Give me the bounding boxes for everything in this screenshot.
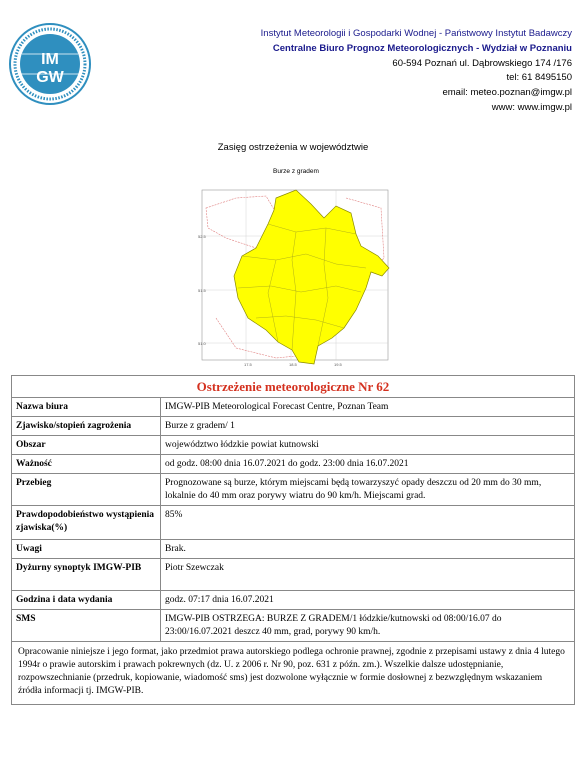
- row-label-synoptician: Dyżurny synoptyk IMGW-PIB: [12, 559, 161, 591]
- row-value-course: Prognozowane są burze, którym miejscami będą towarzyszyć opady deszczu od 20 mm do 30 mm, lokalnie do 40 mm oraz porywy wiatru do 90 km/h. Miejscami grad.: [161, 474, 575, 506]
- svg-text:IM: IM: [41, 51, 59, 68]
- row-value-area: województwo łódzkie powiat kutnowski: [161, 436, 575, 455]
- table-row: [12, 559, 575, 591]
- copyright-footer: Opracowanie niniejsze i jego format, jako przedmiot prawa autorskiego podlega ochronie prawnej, zgodnie z przepisami ustawy z dnia 4 lutego 1994r o prawie autorskim i prawach pokrewnych (dz. U. z 2006 r. Nr 90, poz. 631 z późn. zm.). Wszelkie dalsze udostępnianie, rozpowszechnianie (przedruk, kopiowanie, wiadomość sms) jest dozwolone wyłącznie w formie dosłownej z bezwzględnym wskazaniem źródła informacji tj. IMGW-PIB.: [12, 642, 575, 705]
- warning-map: [196, 168, 396, 368]
- table-row: [12, 591, 575, 610]
- imgw-logo: [8, 22, 92, 106]
- row-label-course: Przebieg: [12, 474, 161, 506]
- phone: tel: 61 8495150: [506, 72, 572, 84]
- institute-header: [261, 27, 572, 116]
- row-label-office: Nazwa biura: [12, 398, 161, 417]
- svg-text:17.5: 17.5: [244, 362, 252, 367]
- row-label-phenomenon: Zjawisko/stopień zagrożenia: [12, 417, 161, 436]
- table-row: [12, 436, 575, 455]
- row-label-validity: Ważność: [12, 455, 161, 474]
- row-value-phenomenon: Burze z gradem/ 1: [161, 417, 575, 436]
- email[interactable]: email: meteo.poznan@imgw.pl: [442, 87, 572, 99]
- table-row: [12, 455, 575, 474]
- row-label-sms: SMS: [12, 610, 161, 642]
- table-row: [12, 506, 575, 540]
- row-label-probability: Prawdopodobieństwo wystąpienia zjawiska(%): [12, 506, 161, 540]
- svg-text:GW: GW: [36, 69, 64, 86]
- map-title: Zasięg ostrzeżenia w województwie: [217, 142, 369, 153]
- svg-text:51.5: 51.5: [198, 288, 206, 293]
- table-row: [12, 540, 575, 559]
- table-row: [12, 474, 575, 506]
- row-value-synoptician: Piotr Szewczak: [161, 559, 575, 591]
- row-value-probability: 85%: [161, 506, 575, 540]
- row-value-office: IMGW-PIB Meteorological Forecast Centre, Poznan Team: [161, 398, 575, 417]
- warning-title: Ostrzeżenie meteorologiczne Nr 62: [12, 376, 575, 398]
- website[interactable]: www: www.imgw.pl: [491, 101, 572, 113]
- table-row: [12, 417, 575, 436]
- office-name: Centralne Biuro Prognoz Meteorologicznych - Wydział w Poznaniu: [272, 42, 572, 54]
- table-row: [12, 610, 575, 642]
- address: 60-594 Poznań ul. Dąbrowskiego 174 /176: [392, 57, 572, 69]
- svg-text:52.5: 52.5: [198, 234, 206, 239]
- row-value-notes: Brak.: [161, 540, 575, 559]
- institute-name: Instytut Meteorologii i Gospodarki Wodnej - Państwowy Instytut Badawczy: [260, 28, 572, 39]
- svg-text:18.5: 18.5: [289, 362, 297, 367]
- warning-table: [11, 375, 575, 705]
- row-value-issued: godz. 07:17 dnia 16.07.2021: [161, 591, 575, 610]
- row-label-area: Obszar: [12, 436, 161, 455]
- map-caption: Burze z gradem: [273, 168, 319, 175]
- row-value-validity: od godz. 08:00 dnia 16.07.2021 do godz. 23:00 dnia 16.07.2021: [161, 455, 575, 474]
- svg-text:51.0: 51.0: [198, 341, 206, 346]
- row-value-sms: IMGW-PIB OSTRZEGA: BURZE Z GRADEM/1 łódzkie/kutnowski od 08:00/16.07 do 23:00/16.07.2021 deszcz 40 mm, grad, porywy 90 km/h.: [161, 610, 575, 642]
- svg-text:19.5: 19.5: [334, 362, 342, 367]
- table-row: [12, 398, 575, 417]
- row-label-notes: Uwagi: [12, 540, 161, 559]
- row-label-issued: Godzina i data wydania: [12, 591, 161, 610]
